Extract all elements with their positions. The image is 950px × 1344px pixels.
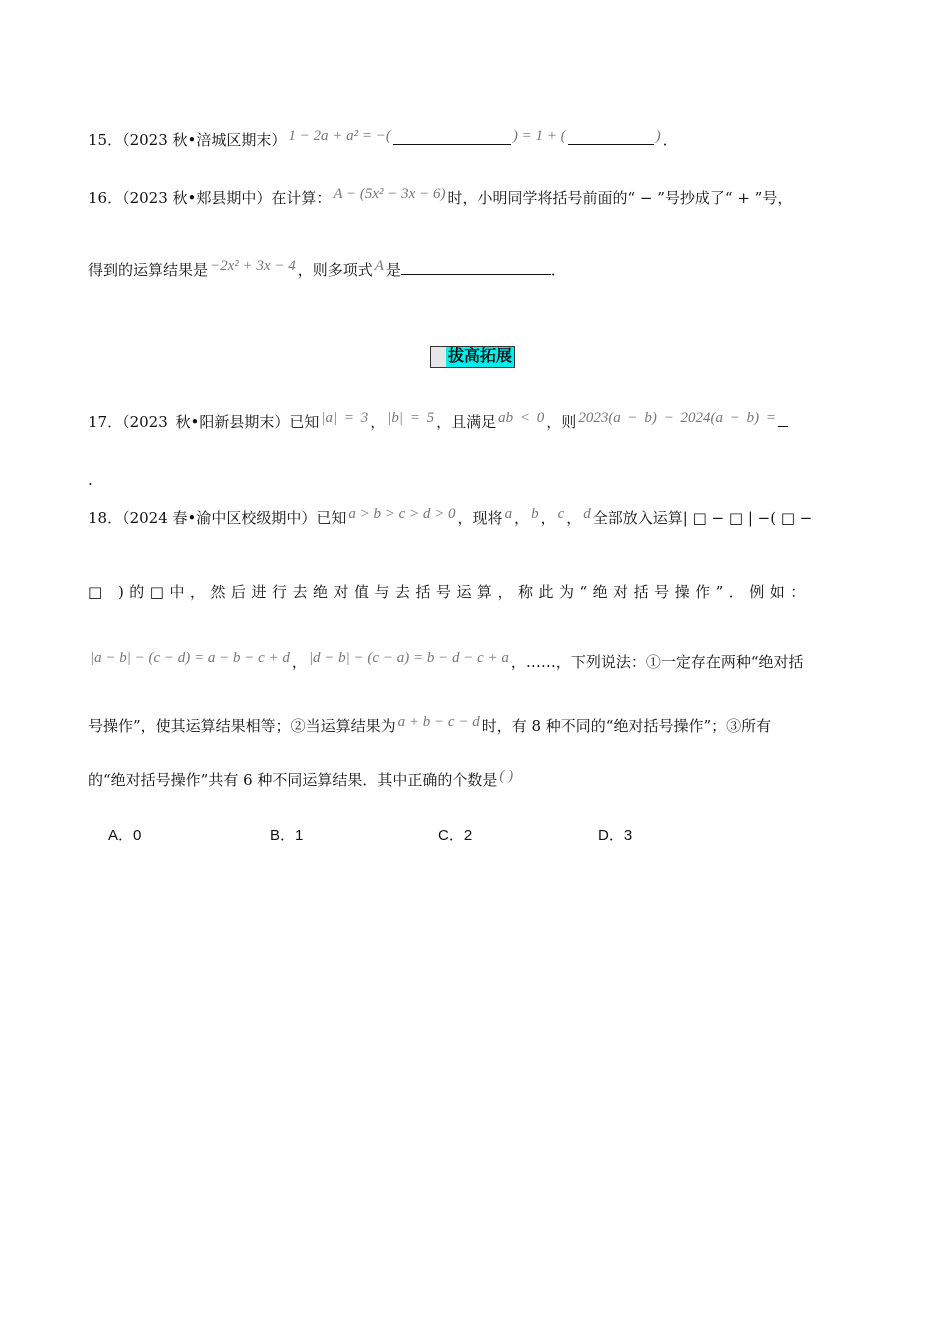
math-expression: |d − b| − (c − a) = b − d − c + a — [308, 650, 509, 666]
math-expression: |a − b| − (c − d) = a − b − c + d — [90, 650, 290, 666]
math-expression: 2023(a − b) − 2024(a − b) = — [578, 410, 777, 426]
math-expression: c — [557, 506, 565, 522]
question-text: 18．（2024 春•渝中区校级期中）已知 — [88, 509, 347, 527]
question-text: □ )的□中，然后进行去绝对值与去括号运算，称此为“绝对括号操作”．例如： — [88, 583, 811, 601]
question-text: ，则 — [546, 413, 577, 431]
option-d[interactable]: D．3 — [598, 827, 633, 844]
math-expression: ab < 0 — [498, 410, 545, 426]
math-expression: a + b − c − d — [397, 714, 480, 730]
text-line — [88, 188, 792, 209]
question-text: ， — [540, 509, 556, 527]
question-text: 17．（2023 秋•阳新县期末）已知 — [88, 413, 320, 431]
question-text: 得到的运算结果是 — [88, 261, 209, 279]
question-text: ， — [291, 653, 307, 671]
math-expression: |b| = 5 — [387, 410, 435, 426]
question-text: 号操作”，使其运算结果相等；②当运算结果为 — [88, 717, 396, 735]
question-text: ，现将 — [457, 509, 503, 527]
math-expression: a — [504, 506, 513, 522]
answer-blank[interactable] — [393, 128, 511, 145]
question-text: 15．（2023 秋•涪城区期末） — [88, 131, 287, 149]
answer-blank[interactable] — [778, 410, 788, 427]
question-text: 的“绝对括号操作”共有 6 种不同运算结果．其中正确的个数是 — [88, 771, 498, 789]
text-line — [88, 582, 811, 602]
math-expression: A − (5x² − 3x − 6) — [333, 186, 446, 202]
answer-blank[interactable] — [401, 258, 551, 275]
answer-blank[interactable] — [568, 128, 654, 145]
question-text: 是 — [385, 261, 401, 279]
math-expression: d — [583, 506, 591, 522]
text-line — [88, 410, 788, 433]
question-text: 16．（2023 秋•郏县期中）在计算： — [88, 189, 332, 207]
option-a[interactable]: A．0 — [108, 827, 142, 844]
math-expression: b — [531, 506, 539, 522]
question-text: ． — [662, 131, 678, 149]
question-text: ． — [550, 261, 566, 279]
section-marker — [431, 347, 446, 367]
math-expression: a > b > c > d > 0 — [348, 506, 456, 522]
question-text: ， — [370, 413, 386, 431]
question-text: ，则多项式 — [297, 261, 373, 279]
text-line — [88, 258, 566, 281]
text-line — [88, 770, 515, 791]
question-text: ，……，下列说法：①一定存在两种“绝对括 — [510, 653, 804, 671]
question-text: ， — [566, 509, 582, 527]
math-expression: ( ) — [499, 768, 514, 784]
question-text: . — [88, 471, 93, 489]
text-line — [88, 128, 678, 151]
math-expression: |a| = 3 — [321, 410, 369, 426]
question-text: ， — [514, 509, 530, 527]
option-c[interactable]: C．2 — [438, 827, 473, 844]
question-text: ，且满足 — [436, 413, 497, 431]
option-b[interactable]: B．1 — [270, 827, 304, 844]
math-expression: ) — [655, 128, 661, 144]
question-text: 时，有 8 种不同的“绝对括号操作”；③所有 — [481, 717, 772, 735]
section-title: 拔高拓展 — [448, 348, 513, 365]
text-line — [88, 470, 93, 490]
text-line — [88, 716, 771, 737]
math-expression: 1 − 2a + a² = −( — [288, 128, 391, 144]
text-line — [88, 508, 812, 529]
section-header — [430, 346, 515, 368]
math-expression: −2x² + 3x − 4 — [210, 258, 296, 274]
text-line — [88, 652, 804, 673]
question-text: 全部放入运算| □ − □ | −( □ − — [592, 509, 813, 527]
math-expression: ) = 1 + ( — [512, 128, 566, 144]
question-text: 时，小明同学将括号前面的“ − ”号抄成了“ + ”号， — [447, 189, 793, 207]
math-expression: A — [374, 258, 384, 274]
